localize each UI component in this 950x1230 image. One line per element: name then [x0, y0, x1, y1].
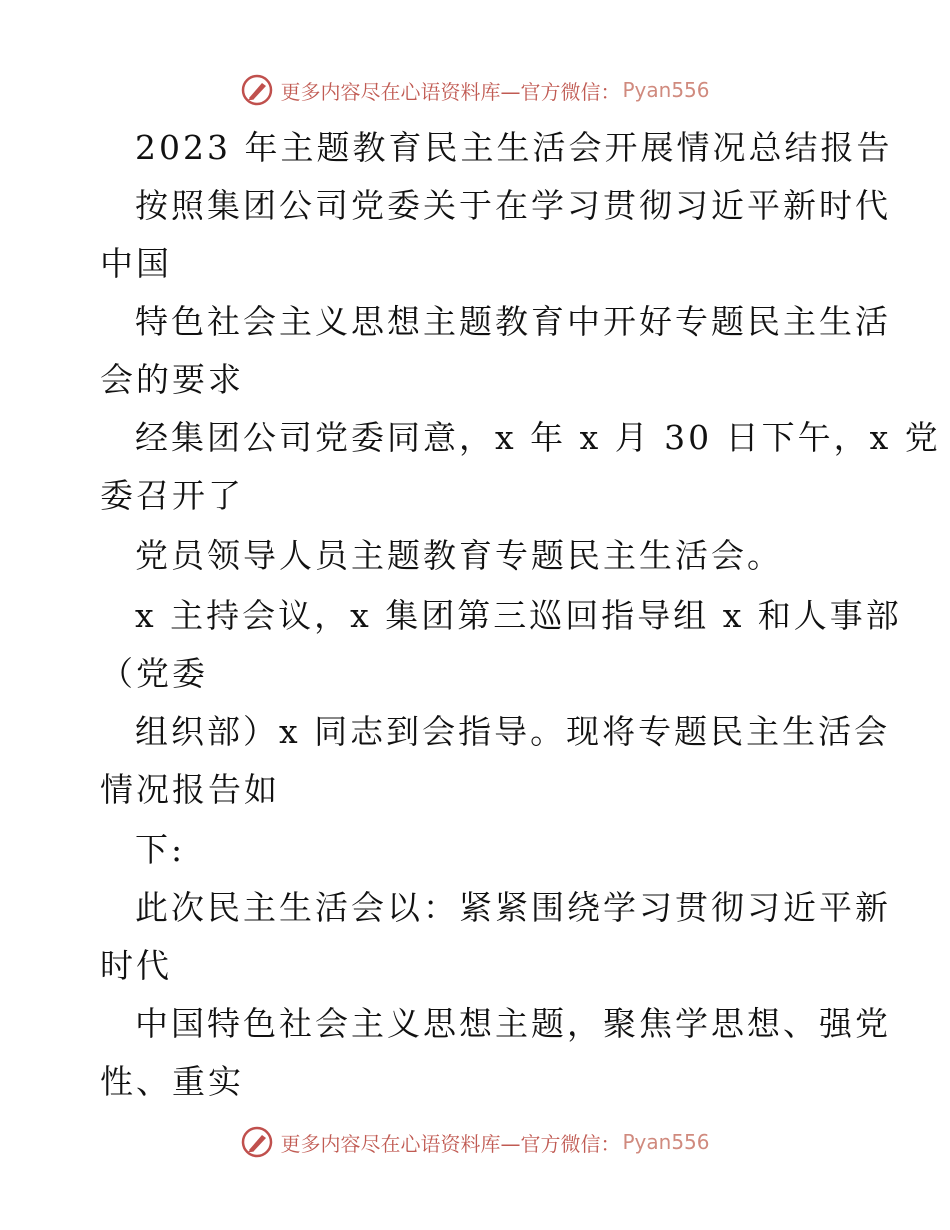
paragraph-line: 中国 — [100, 244, 172, 283]
watermark-text: 更多内容尽在心语资料库—官方微信： — [280, 1131, 621, 1156]
paragraph-line: （党委 — [100, 654, 208, 693]
paragraph-line: 时代 — [100, 946, 172, 985]
paragraph-line: 按照集团公司党委关于在学习贯彻习近平新时代 — [135, 186, 891, 225]
paragraph-line: x 主持会议，x 集团第三巡回指导组 x 和人事部 — [135, 596, 902, 635]
watermark-text: 更多内容尽在心语资料库—官方微信： — [280, 79, 621, 104]
paragraph-line: 下: — [135, 830, 186, 869]
paragraph-line: 委召开了 — [100, 476, 244, 515]
paragraph-line: 会的要求 — [100, 360, 244, 399]
footer-watermark — [0, 1122, 950, 1162]
paragraph-line: 特色社会主义思想主题教育中开好专题民主生活 — [135, 302, 891, 341]
paragraph-line: 经集团公司党委同意，x 年 x 月 30 日下午，x 党 — [135, 418, 941, 457]
pen-seal-icon — [240, 1125, 274, 1159]
document-title: 2023 年主题教育民主生活会开展情况总结报告 — [135, 128, 893, 167]
header-watermark — [0, 70, 950, 110]
paragraph-line: 性、重实 — [100, 1062, 244, 1101]
paragraph-line: 党员领导人员主题教育专题民主生活会。 — [135, 536, 783, 575]
pen-seal-icon — [240, 73, 274, 107]
paragraph-line: 组织部）x 同志到会指导。现将专题民主生活会 — [135, 712, 891, 751]
paragraph-line: 中国特色社会主义思想主题，聚焦学思想、强党 — [135, 1004, 891, 1043]
watermark-wechat-id: Pyan556 — [622, 78, 710, 102]
paragraph-line: 情况报告如 — [100, 770, 280, 809]
paragraph-line: 此次民主生活会以：紧紧围绕学习贯彻习近平新 — [135, 888, 891, 927]
watermark-wechat-id: Pyan556 — [622, 1130, 710, 1154]
